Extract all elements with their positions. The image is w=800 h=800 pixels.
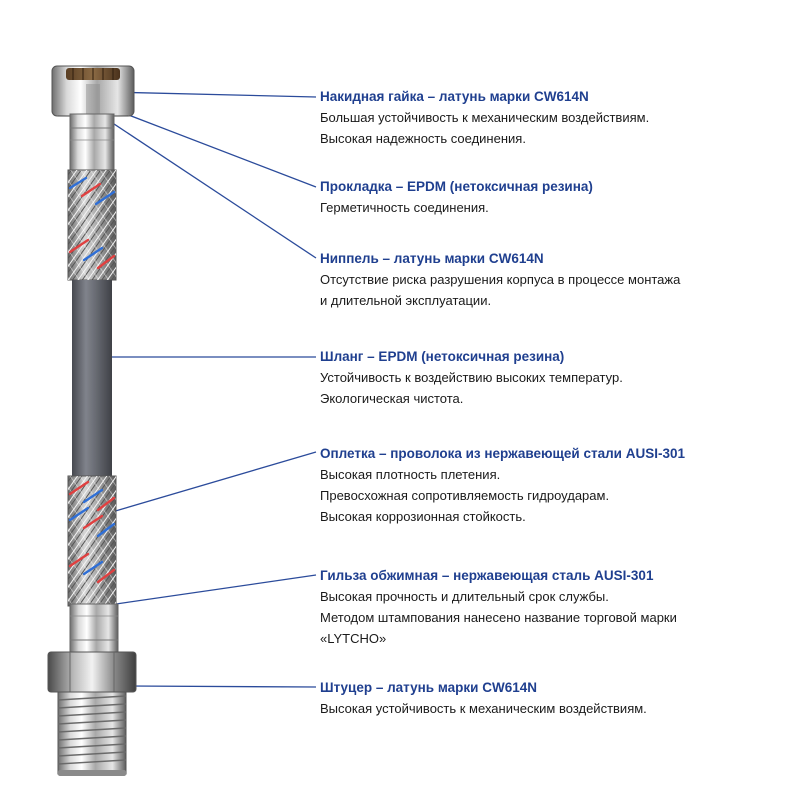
callout-line: Высокая устойчивость к механическим воздействиям. bbox=[320, 701, 647, 716]
callout-heading: Накидная гайка – латунь марки CW614N bbox=[320, 89, 589, 104]
leader-line-sleeve bbox=[116, 575, 316, 604]
callout-heading: Шланг – EPDM (нетоксичная резина) bbox=[320, 349, 565, 364]
leader-lines bbox=[96, 92, 316, 687]
callout-line: Превосхожная сопротивляемость гидроударам. bbox=[320, 488, 610, 503]
callout-hose bbox=[320, 346, 790, 409]
callout-heading: Гильза обжимная – нержавеющая сталь AUSI-301 bbox=[320, 568, 654, 583]
callout-heading: Оплетка – проволока из нержавеющей стали AUSI-301 bbox=[320, 446, 685, 461]
union-nut bbox=[52, 66, 134, 116]
callout-line: Высокая надежность соединения. bbox=[320, 131, 526, 146]
callout-nipple bbox=[320, 248, 790, 311]
callout-line: Высокая коррозионная стойкость. bbox=[320, 509, 526, 524]
callout-line: Отсутствие риска разрушения корпуса в процессе монтажа bbox=[320, 272, 681, 287]
callout-heading: Прокладка – EPDM (нетоксичная резина) bbox=[320, 179, 593, 194]
callout-line: Методом штампования нанесено название торговой марки bbox=[320, 610, 677, 625]
callout-line: Высокая плотность плетения. bbox=[320, 467, 501, 482]
leader-line-nipple bbox=[96, 112, 316, 258]
callout-gasket bbox=[320, 176, 790, 218]
callout-nut bbox=[320, 86, 790, 149]
braid-lower bbox=[68, 476, 116, 606]
leader-line-gasket bbox=[100, 104, 316, 187]
threaded-fitting bbox=[48, 652, 136, 776]
callout-heading: Ниппель – латунь марки CW614N bbox=[320, 251, 544, 266]
callout-line: «LYTCHO» bbox=[320, 631, 387, 646]
callout-sleeve bbox=[320, 565, 790, 649]
callout-line: Экологическая чистота. bbox=[320, 391, 464, 406]
leader-line-fitting bbox=[128, 686, 316, 687]
rubber-hose bbox=[72, 280, 112, 476]
callout-braid bbox=[320, 443, 790, 527]
callout-fitting bbox=[320, 677, 790, 719]
callout-line: Высокая прочность и длительный срок службы. bbox=[320, 589, 609, 604]
callout-line: Большая устойчивость к механическим воздействиям. bbox=[320, 110, 650, 125]
callout-line: Герметичность соединения. bbox=[320, 200, 489, 215]
crimp-sleeve bbox=[70, 604, 118, 652]
callout-line: и длительной эксплуатации. bbox=[320, 293, 492, 308]
nipple bbox=[70, 114, 114, 172]
callout-heading: Штуцер – латунь марки CW614N bbox=[320, 680, 537, 695]
leader-line-braid bbox=[112, 452, 316, 512]
callout-line: Устойчивость к воздействию высоких температур. bbox=[320, 370, 623, 385]
leader-line-nut bbox=[108, 92, 316, 97]
braid-upper bbox=[68, 170, 116, 280]
